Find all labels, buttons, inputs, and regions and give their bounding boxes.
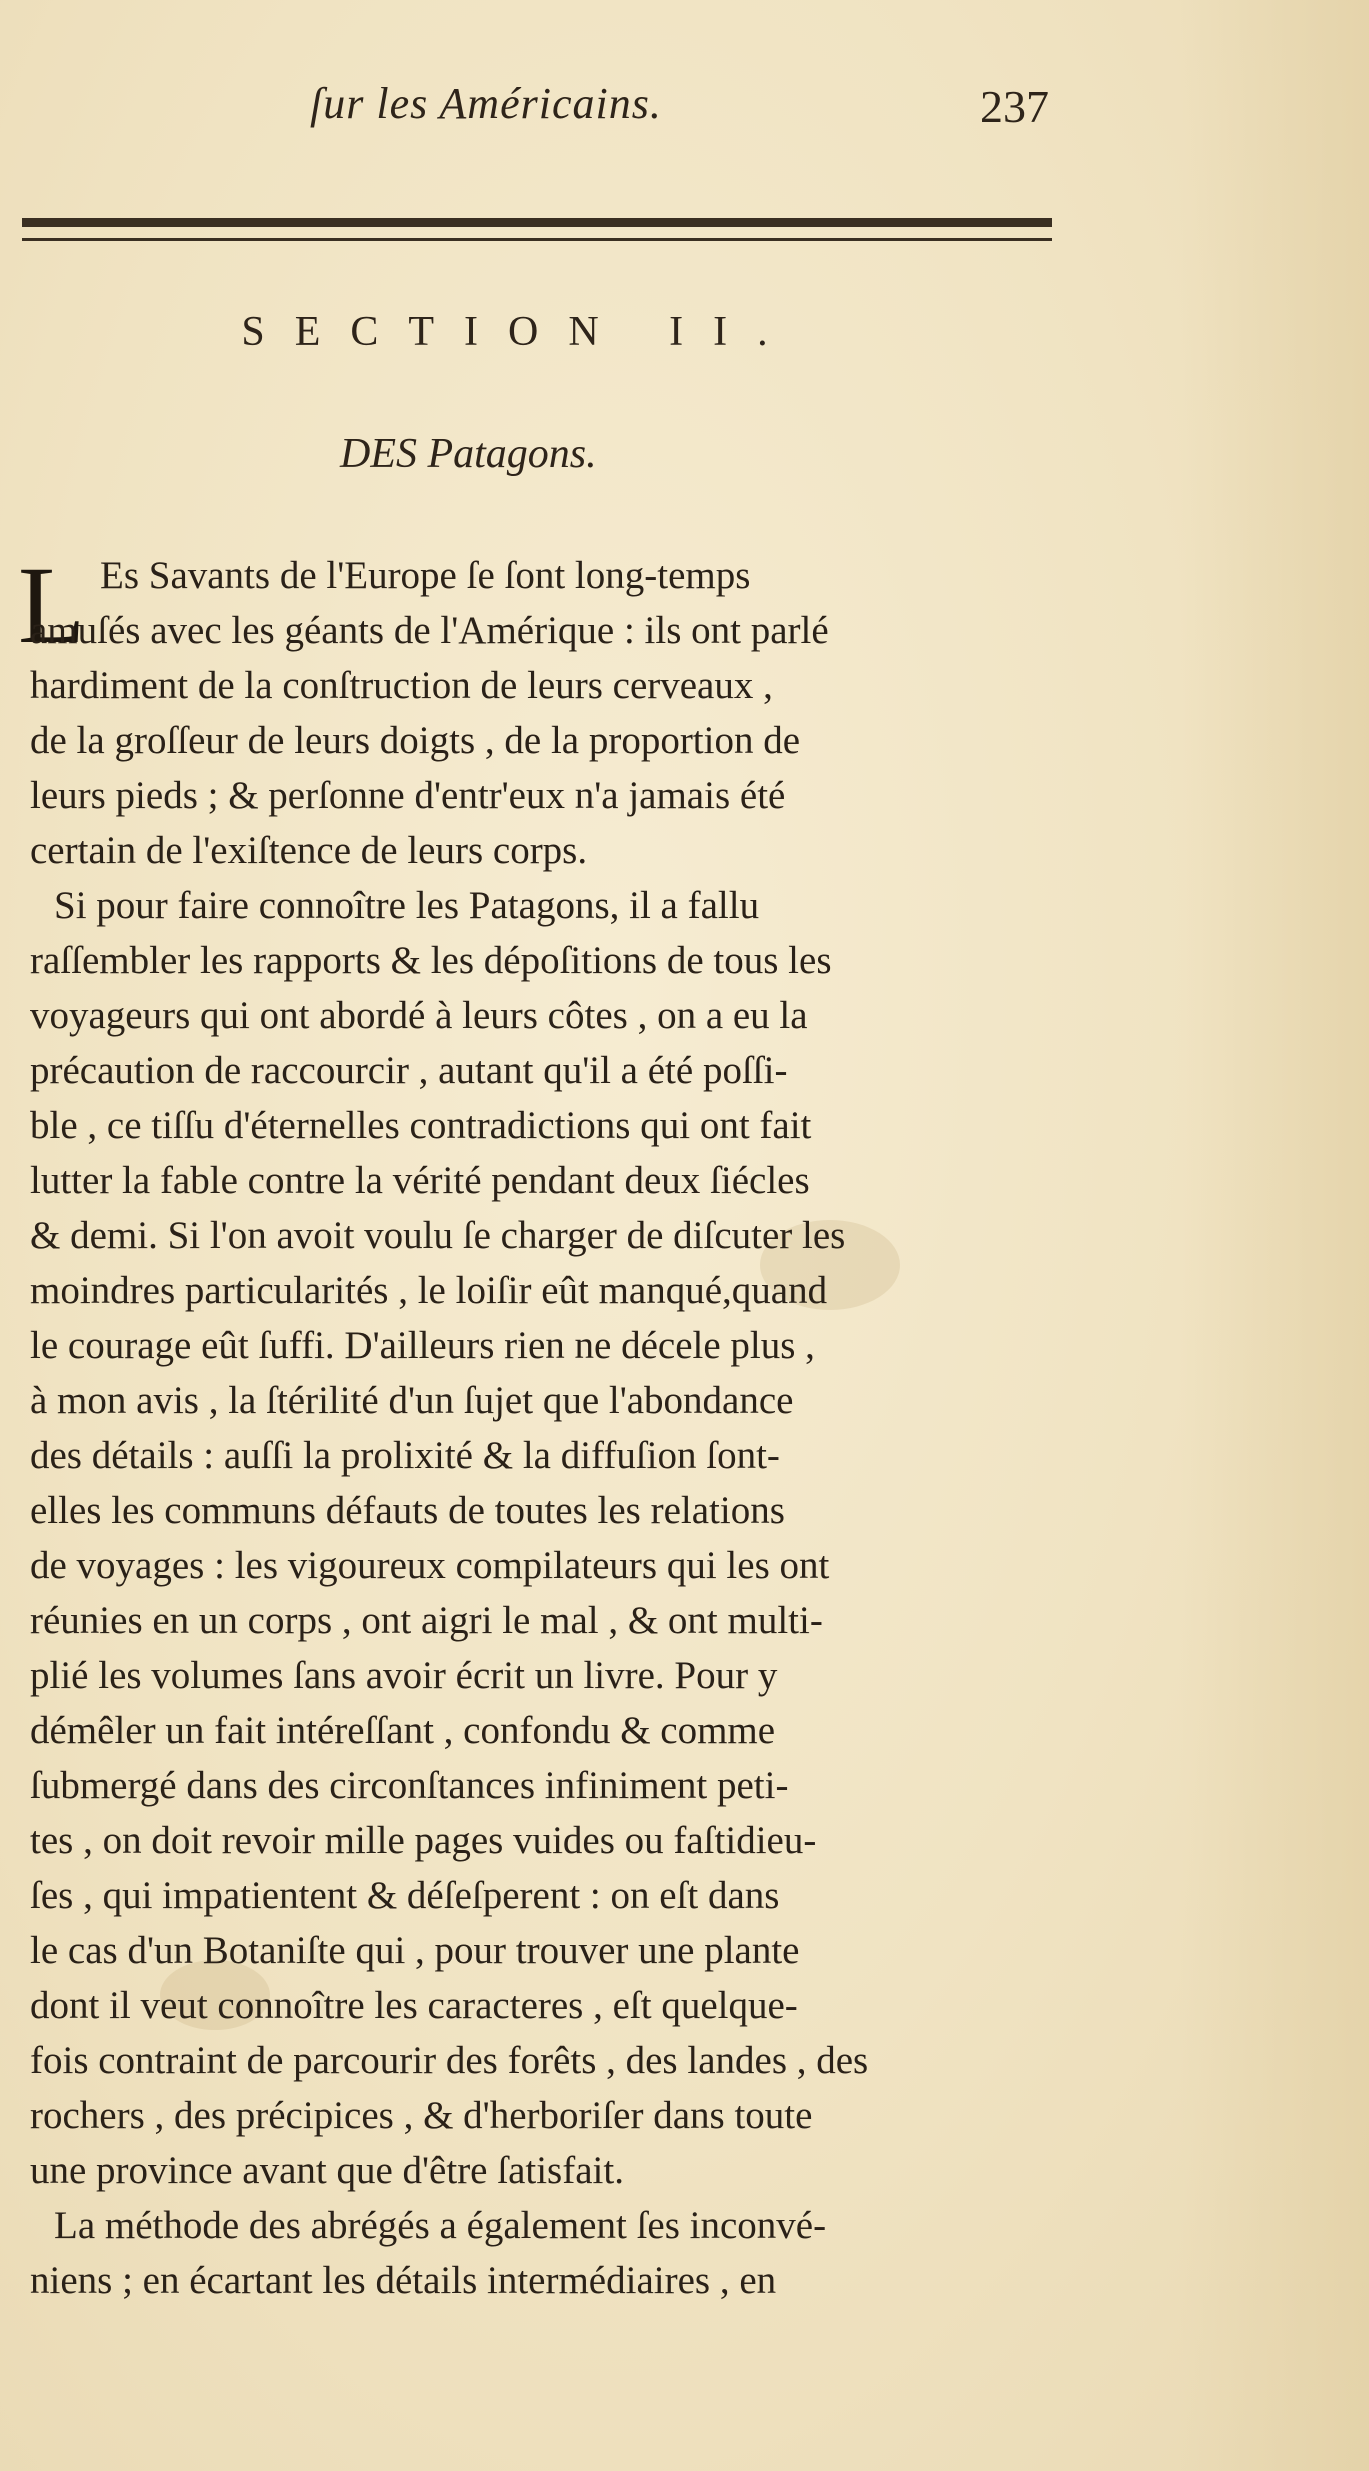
text-line: de voyages : les vigoureux compilateurs qui les ont — [30, 1544, 830, 1587]
text-line: plié les volumes ſans avoir écrit un livre. Pour y — [30, 1654, 778, 1697]
text-line: ſes , qui impatientent & déſeſperent : on eſt dans — [30, 1874, 780, 1917]
text-line: précaution de raccourcir , autant qu'il a été poſſi- — [30, 1049, 788, 1092]
page-edge-shading — [1179, 0, 1369, 2471]
text-line: & demi. Si l'on avoit voulu ſe charger de diſcuter les — [30, 1214, 846, 1257]
text-line: elles les communs défauts de toutes les relations — [30, 1489, 785, 1532]
header-rule-thin — [22, 238, 1052, 241]
text-line: raſſembler les rapports & les dépoſitions de tous les — [30, 939, 832, 982]
section-heading: SECTION II. — [241, 309, 798, 355]
text-line: rochers , des précipices , & d'herboriſer dans toute — [30, 2094, 813, 2137]
text-line: tes , on doit revoir mille pages vuides ou faſtidieu- — [30, 1819, 817, 1862]
text-line: ble , ce tiſſu d'éternelles contradictions qui ont fait — [30, 1104, 812, 1147]
text-line: des détails : auſſi la prolixité & la diffuſion ſont- — [30, 1434, 780, 1477]
drop-cap: L — [18, 544, 86, 666]
text-line: amuſés avec les géants de l'Amérique : ils ont parlé — [30, 609, 829, 652]
running-head-title: ſur les Américains. — [310, 79, 662, 128]
text-line: La méthode des abrégés a également ſes inconvé- — [54, 2204, 827, 2247]
text-line: ſubmergé dans des circonſtances infiniment peti- — [30, 1764, 789, 1807]
text-line: niens ; en écartant les détails intermédiaires , en — [30, 2259, 777, 2302]
text-line: hardiment de la conſtruction de leurs cerveaux , — [30, 664, 773, 707]
body-text — [30, 548, 1110, 2308]
text-line: moindres particularités , le loiſir eût manqué,quand — [30, 1269, 828, 1312]
text-line: lutter la fable contre la vérité pendant deux ſiécles — [30, 1159, 810, 1202]
text-line: une province avant que d'être ſatisfait. — [30, 2149, 624, 2192]
text-line: voyageurs qui ont abordé à leurs côtes , on a eu la — [30, 994, 808, 1037]
text-line: fois contraint de parcourir des forêts , des landes , des — [30, 2039, 869, 2082]
page-number: 237 — [980, 81, 1049, 132]
text-line: démêler un fait intéreſſant , confondu & comme — [30, 1709, 776, 1752]
text-line: le courage eût ſuffi. D'ailleurs rien ne décele plus , — [30, 1324, 815, 1367]
text-line: réunies en un corps , ont aigri le mal , & ont multi- — [30, 1599, 823, 1642]
text-line: certain de l'exiſtence de leurs corps. — [30, 829, 588, 872]
text-line: dont il veut connoître les caracteres , eſt quelque- — [30, 1984, 798, 2027]
running-head — [0, 78, 1369, 148]
text-line: Es Savants de l'Europe ſe ſont long-temps — [100, 554, 751, 597]
text-line: le cas d'un Botaniſte qui , pour trouver une plante — [30, 1929, 800, 1972]
text-line: à mon avis , la ſtérilité d'un ſujet que l'abondance — [30, 1379, 794, 1422]
text-line: leurs pieds ; & perſonne d'entr'eux n'a jamais été — [30, 774, 786, 817]
text-line: de la groſſeur de leurs doigts , de la proportion de — [30, 719, 801, 762]
header-rule-thick — [22, 218, 1052, 227]
section-subheading: DES Patagons. — [340, 431, 597, 477]
text-line: Si pour faire connoître les Patagons, il a fallu — [54, 884, 760, 927]
